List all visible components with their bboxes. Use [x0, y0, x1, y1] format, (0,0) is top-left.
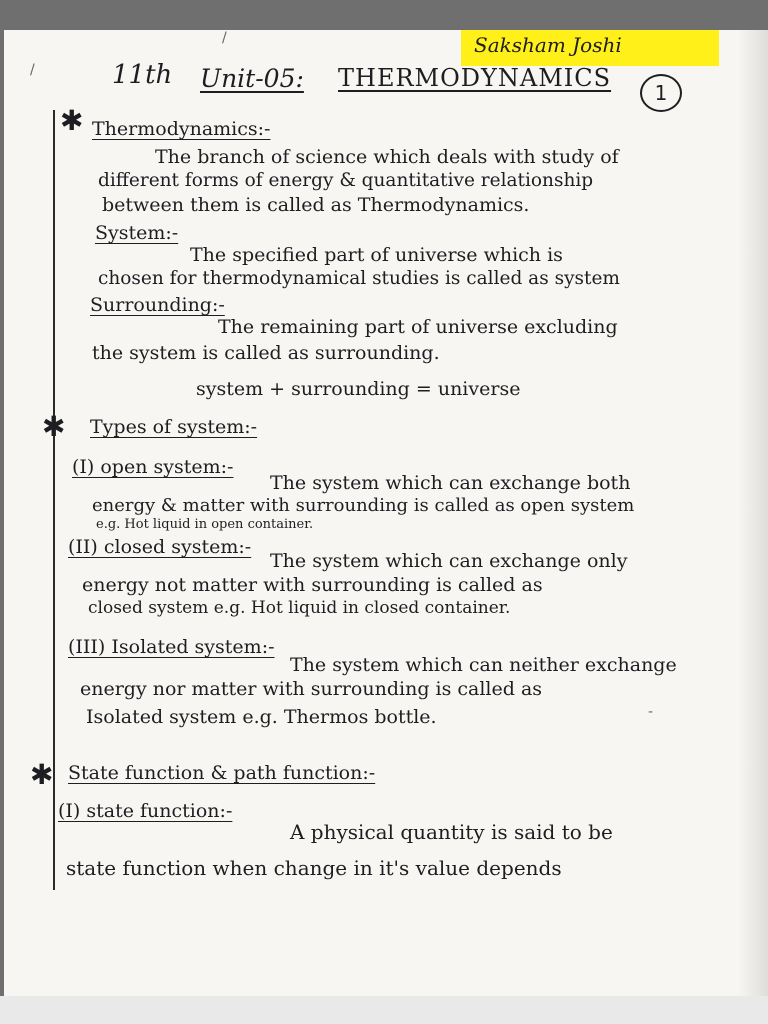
closed-system-line-1: The system which can exchange only [270, 550, 628, 572]
unit-label: Unit-05: [200, 64, 304, 93]
open-system-heading: (I) open system:- [72, 456, 234, 478]
state-function-line-1: A physical quantity is said to be [290, 820, 613, 844]
topic-title: THERMODYNAMICS [338, 64, 612, 92]
page-edge-shadow [738, 30, 768, 996]
page-number-circle [640, 74, 682, 112]
page-number: 1 [654, 81, 668, 105]
bullet-star-icon: ✱ [30, 758, 54, 791]
state-function-heading: State function & path function:- [68, 762, 376, 784]
system-equation: system + surrounding = universe [196, 378, 521, 400]
bullet-star-icon: ✱ [60, 104, 84, 137]
system-line-2: chosen for thermodynamical studies is called as system [98, 268, 620, 289]
surrounding-line-2: the system is called as surrounding. [92, 342, 440, 364]
state-function-line-2: state function when change in it's value depends [66, 856, 562, 880]
class-label: 11th [112, 60, 173, 90]
thermodynamics-heading: Thermodynamics:- [92, 118, 271, 140]
types-heading: Types of system:- [90, 416, 258, 438]
scan-bottom-band [0, 996, 768, 1024]
open-system-example: e.g. Hot liquid in open container. [96, 517, 314, 532]
open-system-line-1: The system which can exchange both [270, 472, 631, 494]
system-line-1: The specified part of universe which is [190, 244, 563, 266]
system-heading: System:- [95, 222, 179, 244]
closed-system-line-3: closed system e.g. Hot liquid in closed container. [88, 598, 511, 618]
pen-mark: / [30, 62, 35, 78]
thermodynamics-line-1: The branch of science which deals with study of [155, 146, 619, 168]
author-name: Saksham Joshi [474, 33, 622, 57]
isolated-system-line-1: The system which can neither exchange [290, 654, 677, 676]
surrounding-line-1: The remaining part of universe excluding [218, 316, 618, 338]
state-function-subheading: (I) state function:- [58, 800, 233, 822]
isolated-system-line-3: Isolated system e.g. Thermos bottle. [86, 706, 437, 728]
thermodynamics-line-2: different forms of energy & quantitative relationship [98, 170, 594, 191]
isolated-system-line-2: energy nor matter with surrounding is called as [80, 678, 543, 700]
surrounding-heading: Surrounding:- [90, 294, 225, 316]
closed-system-line-2: energy not matter with surrounding is called as [82, 574, 543, 596]
pen-mark: - [648, 704, 654, 720]
closed-system-heading: (II) closed system:- [68, 536, 252, 558]
isolated-system-heading: (III) Isolated system:- [68, 636, 275, 658]
open-system-line-2: energy & matter with surrounding is called as open system [92, 495, 635, 516]
pen-mark: / [222, 30, 227, 46]
thermodynamics-line-3: between them is called as Thermodynamics. [102, 194, 530, 216]
bullet-star-icon: ✱ [42, 410, 66, 443]
